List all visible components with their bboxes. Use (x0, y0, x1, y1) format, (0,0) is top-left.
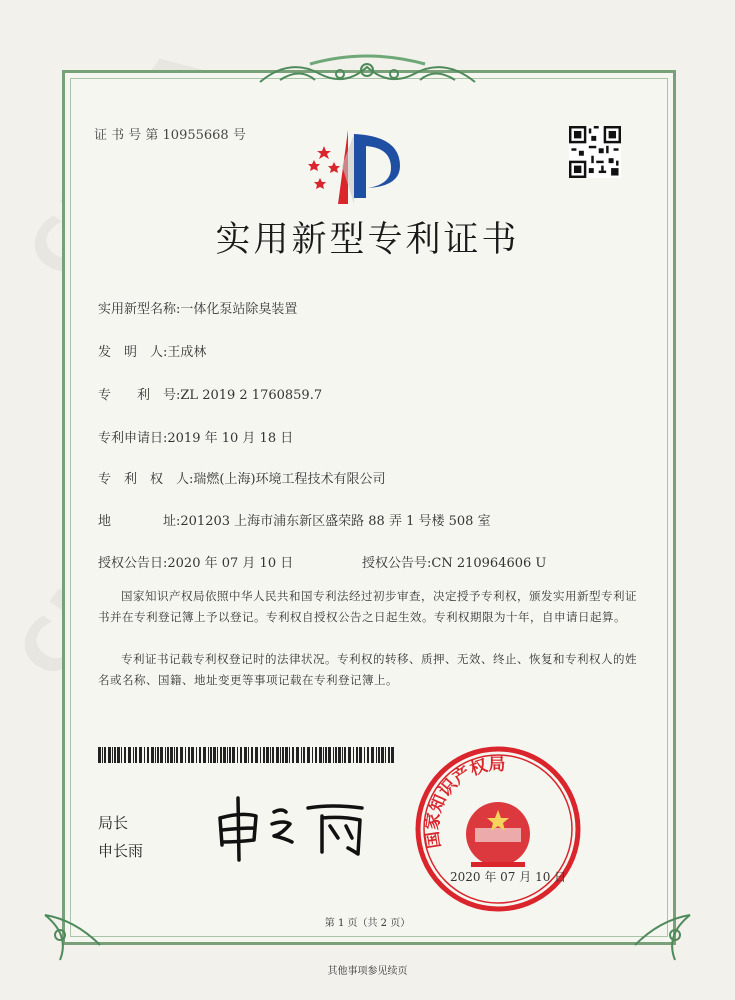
barcode (98, 747, 396, 763)
field-value: ZL 2019 2 1760859.7 (180, 388, 323, 403)
announce-no-label: 授权公告号: (362, 556, 432, 571)
field-patentee (98, 468, 386, 487)
signature-title: 局长 (98, 814, 129, 832)
seal-date: 2020 年 07 月 10 日 (450, 870, 567, 884)
field-label: 地 址: (98, 514, 181, 529)
announce-date-label: 授权公告日: (98, 556, 168, 571)
field-label: 专 利 权 人: (98, 472, 194, 487)
announce-date-value: 2020 年 07 月 10 日 (167, 556, 294, 571)
field-label: 专利申请日: (98, 431, 168, 446)
field-patent-number (98, 384, 322, 403)
field-value: 2019 年 10 月 18 日 (167, 431, 294, 446)
field-label: 发 明 人: (98, 345, 168, 360)
handwritten-signature (212, 790, 372, 865)
top-ornament (250, 52, 485, 92)
field-address (98, 510, 491, 529)
qr-code (569, 126, 621, 178)
field-announcement-number (362, 552, 546, 571)
seal-text: 国家知识产权局 (422, 754, 506, 850)
field-value: 瑞燃(上海)环境工程技术有限公司 (193, 472, 386, 487)
field-utility-model-name (98, 298, 297, 317)
field-value: 一体化泵站除臭装置 (180, 302, 298, 317)
field-label: 实用新型名称: (98, 302, 181, 317)
field-announcement (98, 552, 293, 571)
field-value: 201203 上海市浦东新区盛荣路 88 弄 1 号楼 508 室 (180, 514, 491, 529)
field-label: 专 利 号: (98, 388, 181, 403)
announce-no-value: CN 210964606 U (431, 556, 547, 571)
certificate-title: 实用新型专利证书 (215, 220, 520, 260)
field-value: 王成林 (167, 345, 207, 360)
footer-note: 其他事项参见续页 (327, 966, 408, 977)
certificate-number: 证 书 号 第 10955668 号 (94, 128, 246, 143)
signature-name: 申长雨 (98, 842, 144, 860)
page-indicator: 第 1 页（共 2 页） (324, 918, 411, 929)
body-paragraph-2: 专利证书记载专利权登记时的法律状况。专利权的转移、质押、无效、终止、恢复和专利权人的姓名或名称、国籍、地址变更等事项记载在专利登记簿上。 (98, 652, 637, 687)
field-application-date (98, 427, 293, 446)
official-seal (413, 744, 583, 914)
body-paragraph-1: 国家知识产权局依照中华人民共和国专利法经过初步审查，决定授予专利权，颁发实用新型专利证书并在专利登记簿上予以登记。专利权自授权公告之日起生效。专利权期限为十年，自申请日起算。 (98, 589, 637, 624)
cnipa-logo (296, 126, 406, 206)
field-inventor (98, 341, 206, 360)
